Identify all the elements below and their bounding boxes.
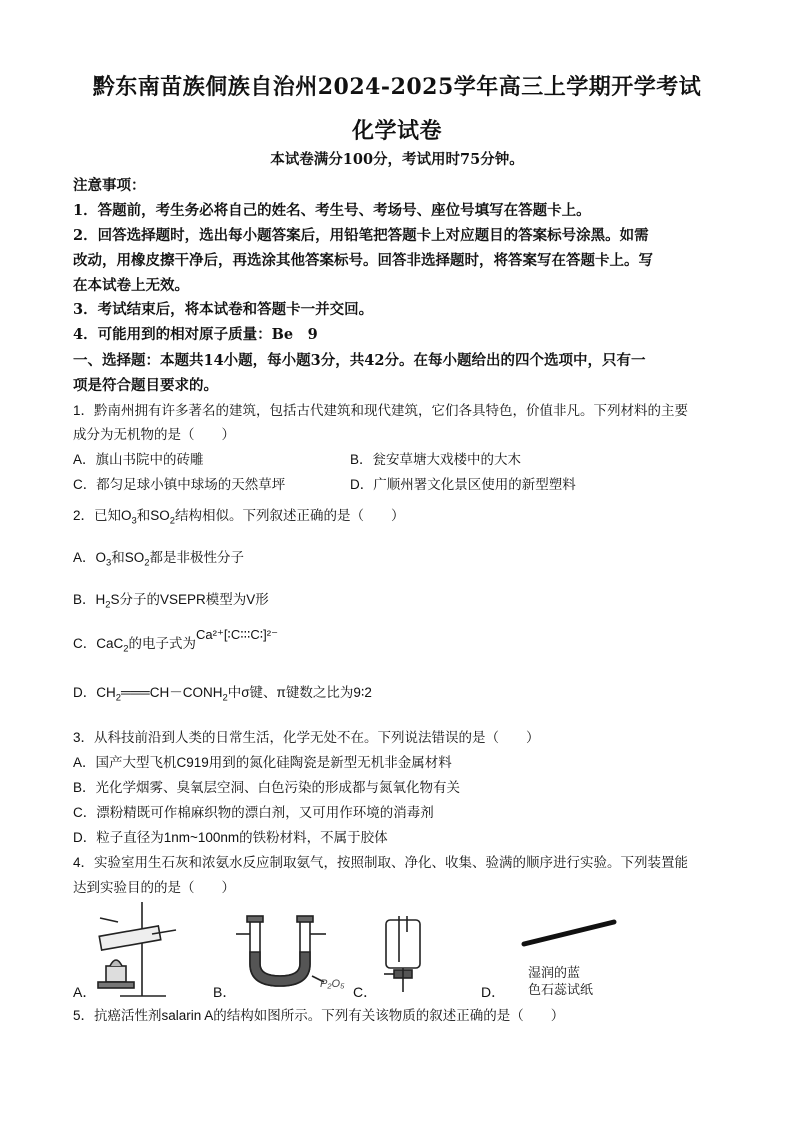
q1-stem-b: 成分为无机物的是（ ） bbox=[73, 427, 235, 442]
exam-title: 黔东南苗族侗族自治州2024-2025学年高三上学期开学考试 bbox=[92, 74, 702, 100]
note-4: 4．可能用到的相对原子质量：Be 9 bbox=[73, 326, 318, 343]
section1-heading-b: 项是符合题目要求的。 bbox=[73, 377, 218, 394]
q2-stem: 2．已知$O_3$和$SO_2$结构相似。下列叙述正确的是（ ） bbox=[73, 508, 405, 527]
note-2c: 在本试卷上无效。 bbox=[73, 277, 189, 294]
q4-option-a: A． bbox=[73, 984, 97, 1000]
heating-apparatus-figure bbox=[92, 896, 192, 1000]
q1-option-c: C．都匀足球小镇中球场的天然草坪 bbox=[73, 477, 286, 492]
litmus-label-line1: 湿润的蓝 bbox=[528, 966, 581, 981]
notes-heading: 注意事项： bbox=[73, 177, 146, 194]
q4-stem-b: 达到实验目的的是（ ） bbox=[73, 880, 235, 895]
gas-bottle-figure bbox=[378, 912, 428, 998]
q1-option-a: A．旗山书院中的砖雕 bbox=[73, 452, 204, 467]
q2-option-b: B．$H_2S$分子的VSEPR模型为V形 bbox=[73, 592, 269, 611]
q3-stem: 3．从科技前沿到人类的日常生活，化学无处不在。下列说法错误的是（ ） bbox=[73, 730, 540, 745]
electron-formula: Ca²⁺[∶C∶∶∶C∶]²⁻ bbox=[196, 627, 278, 642]
q1-option-b: B．瓮安草塘大戏楼中的大木 bbox=[350, 452, 522, 467]
note-2a: 2．回答选择题时，选出每小题答案后，用铅笔把答题卡上对应题目的答案标号涂黑。如需 bbox=[73, 227, 649, 244]
q4-option-d: D． bbox=[481, 984, 506, 1000]
q5-stem: 5．抗癌活性剂salarin A的结构如图所示。下列有关该物质的叙述正确的是（ ） bbox=[73, 1008, 565, 1023]
litmus-paper-figure bbox=[520, 914, 620, 954]
note-2b: 改动，用橡皮擦干净后，再选涂其他答案标号。回答非选择题时，将答案写在答题卡上。写 bbox=[73, 252, 653, 269]
score-time: 本试卷满分100分，考试用时75分钟。 bbox=[270, 151, 524, 168]
litmus-label-line2: 色石蕊试纸 bbox=[528, 983, 594, 998]
q4-stem-a: 4．实验室用生石灰和浓氨水反应制取氨气，按照制取、净化、收集、验满的顺序进行实验。下列装置能 bbox=[73, 855, 689, 870]
section1-heading-a: 一、选择题：本题共14小题，每小题3分，共42分。在每小题给出的四个选项中，只有一 bbox=[73, 352, 646, 369]
q3-option-c: C．漂粉精既可作棉麻织物的漂白剂，又可用作环境的消毒剂 bbox=[73, 805, 434, 820]
q2-option-a: A．$O_3$和$SO_2$都是非极性分子 bbox=[73, 550, 245, 569]
q2-option-c: C．CaC$_2$的电子式为Ca²⁺[∶C∶∶∶C∶]²⁻ bbox=[73, 627, 278, 655]
q1-option-d: D．广顺州署文化景区使用的新型塑料 bbox=[350, 477, 576, 492]
q3-option-a: A．国产大型飞机C919用到的氮化硅陶瓷是新型无机非金属材料 bbox=[73, 755, 452, 770]
q3-option-b: B．光化学烟雾、臭氧层空洞、白色污染的形成都与氮氧化物有关 bbox=[73, 780, 461, 795]
note-3: 3．考试结束后，将本试卷和答题卡一并交回。 bbox=[73, 301, 374, 318]
subject-title: 化学试卷 bbox=[351, 118, 442, 144]
q1-stem-a: 1．黔南州拥有许多著名的建筑，包括古代建筑和现代建筑，它们各具特色，价值非凡。下列材料的主要 bbox=[73, 403, 689, 418]
q2-option-d: D．$CH_2═══CH-CONH_2$中σ键、π键数之比为9∶2 bbox=[73, 685, 372, 704]
q4-option-c: C． bbox=[353, 984, 378, 1000]
note-1: 1．答题前，考生务必将自己的姓名、考生号、考场号、座位号填写在答题卡上。 bbox=[73, 202, 591, 219]
q4-option-b: B． bbox=[213, 984, 237, 1000]
p2o5-label: P₂O₅ bbox=[320, 978, 345, 990]
q3-option-d: D．粒子直径为1nm~100nm的铁粉材料，不属于胶体 bbox=[73, 830, 388, 845]
